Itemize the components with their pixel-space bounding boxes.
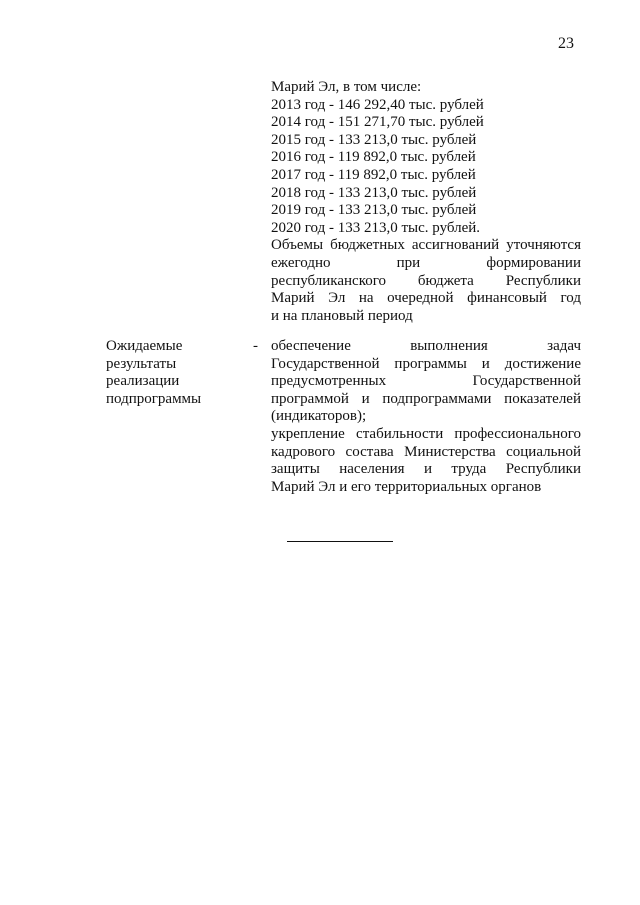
results-label-line: реализации — [106, 373, 180, 390]
budget-line: 2014 год - 151 271,70 тыс. рублей — [271, 114, 484, 131]
budget-line: 2016 год - 119 892,0 тыс. рублей — [271, 149, 476, 166]
budget-note-line: Марий Эл на очередной финансовый год — [271, 290, 581, 307]
label-separator-dash: - — [253, 338, 258, 354]
page-number: 23 — [558, 35, 574, 52]
budget-line: 2015 год - 133 213,0 тыс. рублей — [271, 131, 477, 148]
results-text-line: Государственной программы и достижение — [271, 355, 581, 372]
results-label-line: подпрограммы — [106, 390, 202, 407]
budget-line: 2017 год - 119 892,0 тыс. рублей — [271, 166, 476, 183]
results-text-line: обеспечение выполнения задач — [271, 338, 581, 354]
results-label-line: Ожидаемые — [106, 338, 183, 354]
results-text-line: программой и подпрограммами показателей — [271, 390, 581, 407]
budget-line: 2020 год - 133 213,0 тыс. рублей. — [271, 219, 481, 236]
results-text-line: защиты населения и труда Республики — [271, 461, 581, 478]
budget-note-line: ежегодно при формировании — [271, 254, 581, 271]
results-text-line: (индикаторов); — [271, 408, 367, 425]
budget-allocation-block — [271, 79, 581, 325]
end-of-section-rule — [287, 541, 393, 542]
results-text-line: Марий Эл и его территориальных органов — [271, 478, 542, 495]
budget-note-line: и на плановый период — [271, 307, 413, 324]
expected-results-label — [106, 338, 226, 408]
expected-results-text — [271, 338, 581, 496]
results-label-line: результаты — [106, 355, 177, 372]
budget-note-line: Объемы бюджетных ассигнований уточняются — [271, 237, 581, 254]
budget-line: 2018 год - 133 213,0 тыс. рублей — [271, 184, 477, 201]
results-text-line: кадрового состава Министерства социальной — [271, 443, 581, 460]
budget-line: 2013 год - 146 292,40 тыс. рублей — [271, 96, 484, 113]
results-text-line: предусмотренных Государственной — [271, 373, 581, 390]
results-text-line: укрепление стабильности профессионального — [271, 425, 581, 442]
budget-note-line: республиканского бюджета Республики — [271, 272, 581, 289]
budget-line: Марий Эл, в том числе: — [271, 79, 422, 95]
budget-line: 2019 год - 133 213,0 тыс. рублей — [271, 202, 477, 219]
